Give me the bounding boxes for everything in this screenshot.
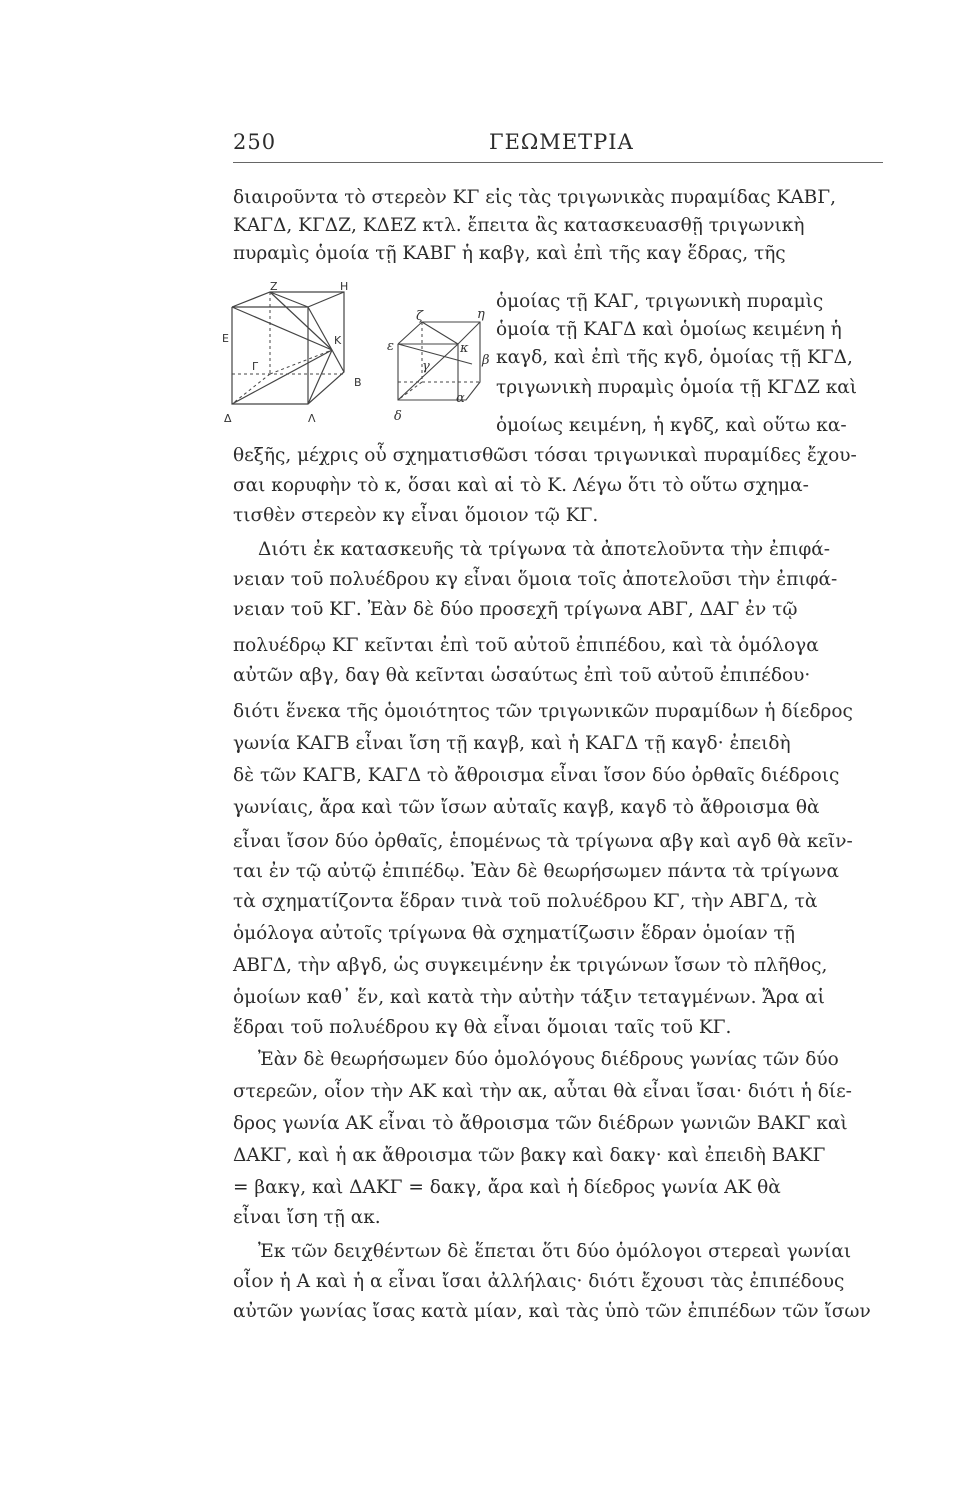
text-line: θεξῆς, μέχρις οὗ σχηματισθῶσι τόσαι τριγωνικαὶ πυραμίδες ἔχου- xyxy=(233,445,857,466)
figure-label-H: H xyxy=(340,282,349,293)
figure-label-e: ε xyxy=(387,339,394,354)
text-line: τριγωνικὴ πυραμὶς ὁμοία τῇ ΚΓΔΖ καὶ xyxy=(496,377,858,398)
text-line: αὐτῶν γωνίας ἴσας κατὰ μίαν, καὶ τὰς ὑπὸ τῶν ἐπιπέδων τῶν ἴσων xyxy=(233,1301,871,1322)
text-line: ται ἐν τῷ αὐτῷ ἐπιπέδῳ. Ἐὰν δὲ θεωρήσωμεν πάντα τὰ τρίγωνα xyxy=(233,861,840,882)
text-line: ΔΑΚΓ, καὶ ἡ ακ ἄθροισμα τῶν βακγ καὶ δακγ· καὶ ἐπειδὴ ΒΑΚΓ xyxy=(233,1145,826,1166)
large-edge xyxy=(270,292,308,307)
text-line: πολυέδρῳ ΚΓ κεῖνται ἐπὶ τοῦ αὐτοῦ ἐπιπέδου, καὶ τὰ ὁμόλογα xyxy=(233,635,819,656)
text-line: νειαν τοῦ ΚΓ. Ἐὰν δὲ δύο προσεχῆ τρίγωνα ΑΒΓ, ΔΑΓ ἐν τῷ xyxy=(233,599,798,620)
text-line: οἷον ἡ Α καὶ ἡ α εἶναι ἴσαι ἀλλήλαις· διότι ἔχουσι τὰς ἐπιπέδους xyxy=(233,1271,845,1292)
figure-label-a: α xyxy=(456,391,465,406)
text-line: ὁμοίας τῇ ΚΑΓ, τριγωνικὴ πυραμὶς xyxy=(496,291,824,312)
figure-label-k: κ xyxy=(460,341,469,356)
text-line: εἶναι ἴση τῇ ακ. xyxy=(233,1207,381,1228)
large-hidden-edge xyxy=(232,374,270,404)
running-title: ΓΕΩΜΕΤΡΙΑ xyxy=(489,130,634,154)
page-header xyxy=(233,128,883,163)
figure-label-K: K xyxy=(334,334,342,347)
figure-label-d: δ xyxy=(394,409,402,424)
text-line: γωνία ΚΑΓΒ εἶναι ἴση τῇ καγβ, καὶ ἡ ΚΑΓΔ τῇ καγδ· ἐπειδὴ xyxy=(233,733,791,754)
figure-label-G: Γ xyxy=(252,360,259,373)
figure-label-D: Δ xyxy=(224,412,232,425)
large-edge xyxy=(232,307,332,350)
figure-label-h: η xyxy=(477,307,485,322)
text-line: γωνίαις, ἄρα καὶ τῶν ἴσων αὐταῖς καγβ, καγδ τὸ ἄθροισμα θὰ xyxy=(233,797,820,818)
large-edge xyxy=(308,307,332,350)
figure-label-E: E xyxy=(222,332,229,345)
text-line: ὁμοίων καθ᾿ ἕν, καὶ κατὰ τὴν αὐτὴν τάξιν τεταγμένων. Ἄρα αἱ xyxy=(233,987,825,1008)
text-line: καγδ, καὶ ἐπὶ τῆς κγδ, ὁμοίας τῇ ΚΓΔ, xyxy=(496,347,853,368)
text-line: ΚΑΓΔ, ΚΓΔΖ, ΚΔΕΖ κτλ. ἔπειτα ἂς κατασκευασθῇ τριγωνικὴ xyxy=(233,215,805,236)
text-line: αὐτῶν αβγ, δαγ θὰ κεῖνται ὡσαύτως ἐπὶ τοῦ αὐτοῦ ἐπιπέδου· xyxy=(233,665,811,686)
text-line: ἕδραι τοῦ πολυέδρου κγ θὰ εἶναι ὅμοιαι ταῖς τοῦ ΚΓ. xyxy=(233,1017,732,1038)
text-line: διαιροῦντα τὸ στερεὸν ΚΓ εἰς τὰς τριγωνικὰς πυραμίδας ΚΑΒΓ, xyxy=(233,187,836,208)
polyhedron-figure xyxy=(222,282,492,432)
text-line: δὲ τῶν ΚΑΓΒ, ΚΑΓΔ τὸ ἄθροισμα εἶναι ἴσον δύο ὀρθαῖς διέδροις xyxy=(233,765,840,786)
polyhedron-diagram xyxy=(222,282,492,432)
small-edge xyxy=(422,322,458,344)
text-line: στερεῶν, οἷον τὴν ΑΚ καὶ τὴν ακ, αὗται θὰ εἶναι ἴσαι· διότι ἡ δίε- xyxy=(233,1081,852,1102)
text-line: ὁμοίως κειμένη, ἡ κγδζ, καὶ οὕτω κα- xyxy=(496,415,847,436)
figure-label-B: B xyxy=(354,376,362,389)
page-number: 250 xyxy=(233,130,277,154)
text-line: = βακγ, καὶ ΔΑΚΓ = δακγ, ἄρα καὶ ἡ δίεδρος γωνία ΑΚ θὰ xyxy=(233,1177,781,1198)
figure-label-L: Λ xyxy=(308,412,316,425)
text-line: πυραμὶς ὁμοία τῇ ΚΑΒΓ ἡ καβγ, καὶ ἐπὶ τῆς καγ ἕδρας, τῆς xyxy=(233,243,786,264)
text-line: τισθὲν στερεὸν κγ εἶναι ὅμοιον τῷ ΚΓ. xyxy=(233,505,599,526)
text-line: σαι κορυφὴν τὸ κ, ὅσαι καὶ αἱ τὸ Κ. Λέγω ὅτι τὸ οὕτω σχημα- xyxy=(233,475,809,496)
large-edge xyxy=(332,350,344,372)
text-line: Ἐὰν δὲ θεωρήσωμεν δύο ὁμολόγους διέδρους γωνίας τῶν δύο xyxy=(258,1049,839,1070)
figure-label-z: ζ xyxy=(416,309,424,324)
figure-label-b: β xyxy=(482,353,490,368)
text-line: Ἐκ τῶν δειχθέντων δὲ ἕπεται ὅτι δύο ὁμόλογοι στερεαὶ γωνίαι xyxy=(258,1241,852,1262)
text-line: διότι ἕνεκα τῆς ὁμοιότητος τῶν τριγωνικῶν πυραμίδων ἡ δίεδρος xyxy=(233,701,853,722)
large-edge xyxy=(308,292,344,307)
small-hidden-edge xyxy=(398,382,422,400)
text-line: ὁμόλογα αὐτοῖς τρίγωνα θὰ σχηματίζωσιν ἕδραν ὁμοίαν τῇ xyxy=(233,923,795,944)
text-line: νειαν τοῦ πολυέδρου κγ εἶναι ὅμοια τοῖς ἀποτελοῦσι τὴν ἐπιφά- xyxy=(233,569,838,590)
text-line: τὰ σχηματίζοντα ἕδραν τινὰ τοῦ πολυέδρου ΚΓ, τὴν ΑΒΓΔ, τὰ xyxy=(233,891,818,912)
text-line: Διότι ἐκ κατασκευῆς τὰ τρίγωνα τὰ ἀποτελοῦντα τὴν ἐπιφά- xyxy=(258,539,831,560)
text-line: ὁμοία τῇ ΚΑΓΔ καὶ ὁμοίως κειμένη ἡ xyxy=(496,319,842,340)
figure-label-g: γ xyxy=(422,359,430,374)
text-line: ΑΒΓΔ, τὴν αβγδ, ὡς συγκειμένην ἐκ τριγώνων ἴσων τὸ πλῆθος, xyxy=(233,955,828,976)
figure-label-Z: Z xyxy=(270,282,278,293)
text-line: δρος γωνία ΑΚ εἶναι τὸ ἄθροισμα τῶν διέδρων γωνιῶν ΒΑΚΓ καὶ xyxy=(233,1113,848,1134)
text-line: εἶναι ἴσον δύο ὀρθαῖς, ἑπομένως τὰ τρίγωνα αβγ καὶ αγδ θὰ κεῖν- xyxy=(233,831,853,852)
